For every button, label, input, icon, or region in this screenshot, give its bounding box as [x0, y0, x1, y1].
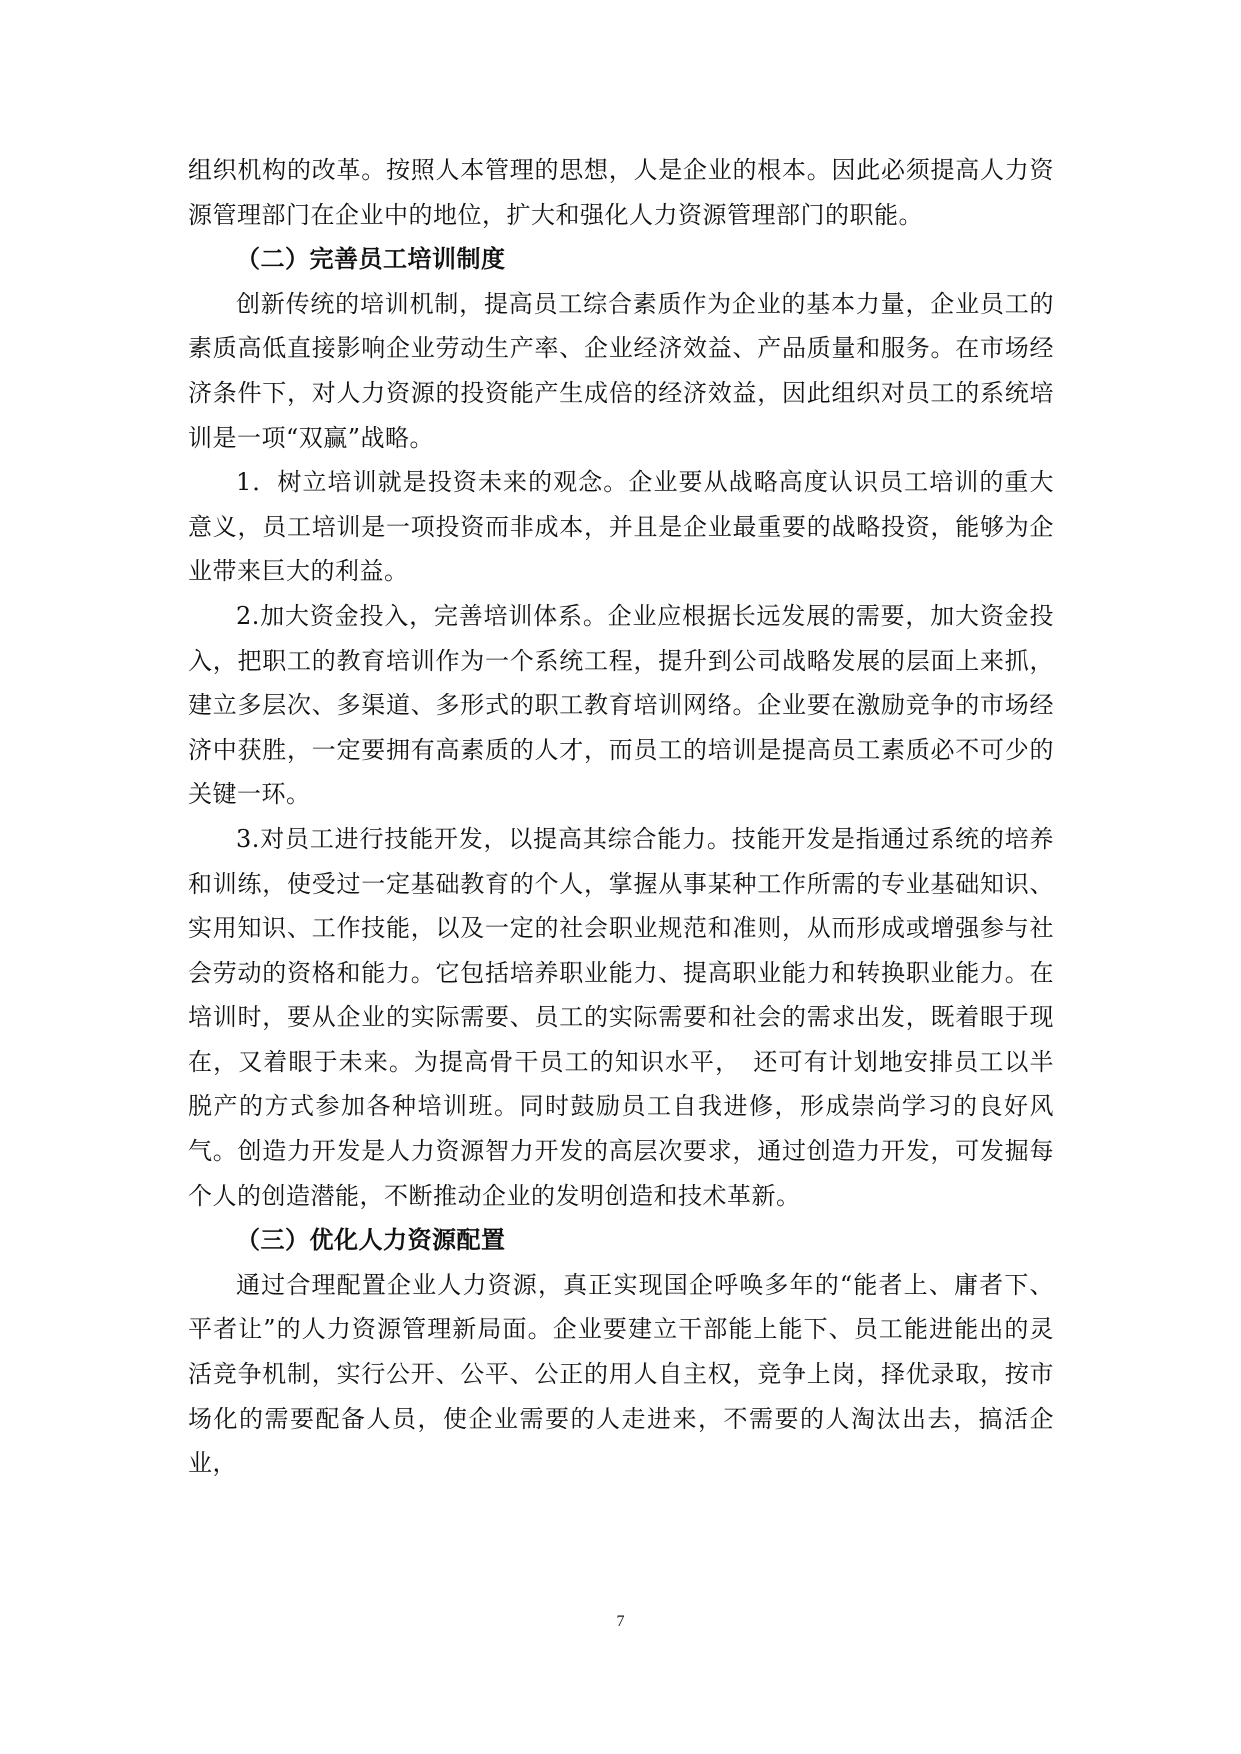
page-number: 7	[616, 1613, 625, 1630]
paragraph-allocation: 通过合理配置企业人力资源，真正实现国企呼唤多年的“能者上、庸者下、平者让”的人力资源管理新局面。企业要建立干部能上能下、员工能进能出的灵活竞争机制，实行公开、公平、公正的用人自主权，竞争上岗，择优录取，按市场化的需要配备人员，使企业需要的人走进来，不需要的人淘汰出去，搞活企业，	[188, 1270, 1054, 1478]
document-body	[188, 148, 1054, 1486]
paragraph-training-mechanism: 创新传统的培训机制，提高员工综合素质作为企业的基本力量，企业员工的素质高低直接影响企业劳动生产率、企业经济效益、产品质量和服务。在市场经济条件下，对人力资源的投资能产生成倍的经济效益，因此组织对员工的系统培训是一项“双赢”战略。	[188, 289, 1054, 452]
paragraph-funding: 2.加大资金投入，完善培训体系。企业应根据长远发展的需要，加大资金投入，把职工的教育培训作为一个系统工程，提升到公司战略发展的层面上来抓，建立多层次、多渠道、多形式的职工教育培训网络。企业要在激励竞争的市场经济中获胜，一定要拥有高素质的人才，而员工的培训是提高员工素质必不可少的关键一环。	[188, 601, 1054, 809]
section-heading-allocation: （三）优化人力资源配置	[236, 1225, 506, 1255]
paragraph-training-investment: 1．树立培训就是投资未来的观念。企业要从战略高度认识员工培训的重大意义，员工培训是一项投资而非成本，并且是企业最重要的战略投资，能够为企业带来巨大的利益。	[188, 468, 1054, 586]
section-heading-training: （二）完善员工培训制度	[236, 244, 506, 274]
paragraph-skill-development: 3.对员工进行技能开发，以提高其综合能力。技能开发是指通过系统的培养和训练，使受过一定基础教育的个人，掌握从事某种工作所需的专业基础知识、实用知识、工作技能，以及一定的社会职业规范和准则，从而形成或增强参与社会劳动的资格和能力。它包括培养职业能力、提高职业能力和转换职业能力。在培训时，要从企业的实际需要、员工的实际需要和社会的需求出发，既着眼于现在，又着眼于未来。为提高骨干员工的知识水平， 还可有计划地安排员工以半脱产的方式参加各种培训班。同时鼓励员工自我进修，形成崇尚学习的良好风气。创造力开发是人力资源智力开发的高层次要求，通过创造力开发，可发掘每个人的创造潜能，不断推动企业的发明创造和技术革新。	[188, 824, 1054, 1210]
paragraph-org-reform: 组织机构的改革。按照人本管理的思想，人是企业的根本。因此必须提高人力资源管理部门在企业中的地位，扩大和强化人力资源管理部门的职能。	[188, 156, 1054, 229]
